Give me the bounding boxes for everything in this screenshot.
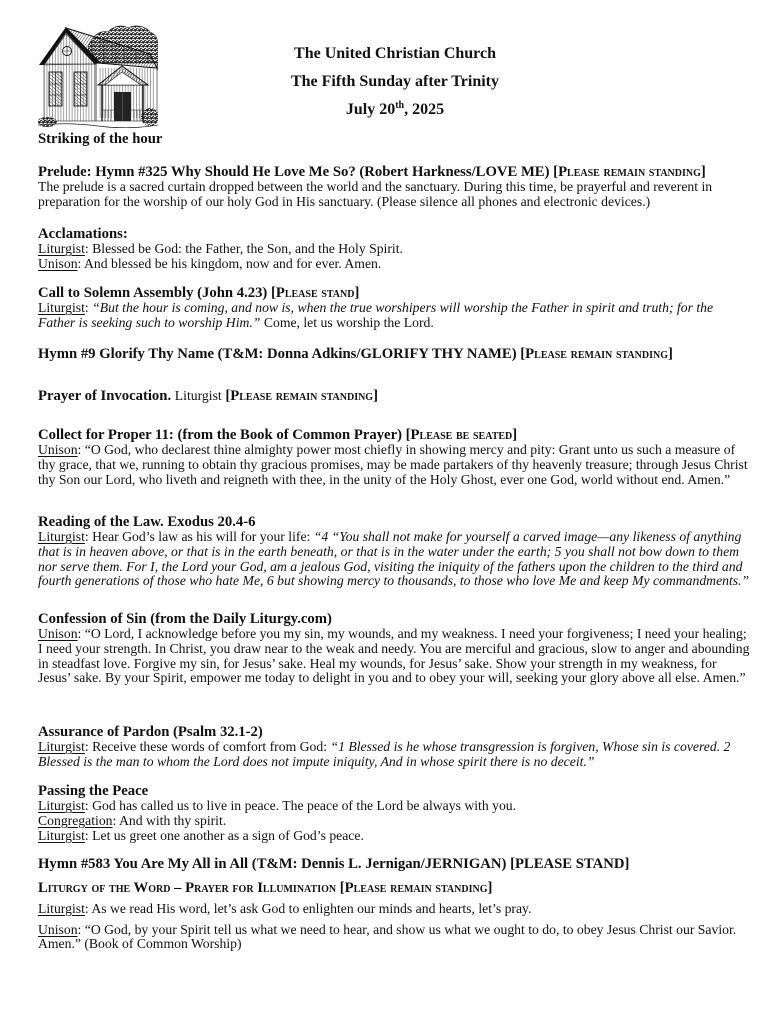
speaker-label: Unison [38,442,78,457]
reading-heading: Reading of the Law. Exodus 20.4-6 [38,514,256,530]
call-to-assembly-instruction: [Please stand] [270,285,360,301]
acclamation-line [38,242,750,257]
church-name: The United Christian Church [294,45,496,62]
speaker-label: Liturgist [38,300,85,315]
illumination-unison-text: : “O God, by your Spirit tell us what we need to hear, and show us what we ought to do, to obey Jesus Christ our Savior. Amen.” (Book of Common Worship) [38,921,737,952]
speaker-label: Liturgist [38,798,85,813]
scripture-quote: “1 Blessed is he whose transgression is forgiven, Whose sin is covered. 2 Blessed is the man to whom the Lord does not impute iniquity, And in whose spirit there is no deceit.” [38,739,731,769]
liturgy-of-word-heading [38,880,750,896]
call-to-assembly-text [38,301,750,331]
striking-heading: Striking of the hour [38,131,163,147]
call-lead: : [84,300,93,315]
peace-text: : Let us greet one another as a sign of God’s peace. [84,827,364,843]
peace-text: : God has called us to live in peace. The peace of the Lord be always with you. [84,798,517,813]
illumination-unison-prayer [38,923,750,953]
acclamations-heading: Acclamations: [38,226,128,242]
church-illustration [38,24,158,128]
confession-prayer [38,627,750,686]
speaker-label: Liturgist [38,241,85,256]
speaker-label: Unison [38,921,78,937]
date-ordinal: th [395,100,405,111]
reading-lead: : Hear God’s law as his will for your life: [84,529,314,544]
illumination-liturgist-line [38,902,750,917]
liturgy-of-word-section [38,880,750,896]
call-to-assembly-title: Call to Solemn Assembly (John 4.23) [38,285,268,301]
speaker-label: Liturgist [38,739,85,754]
scripture-quote: “But the hour is coming, and now is, when the true worshipers will worship the Father in spirit and truth; for the Father is seeking such to worship Him.” [38,300,714,330]
invocation-section [38,388,750,404]
scripture-quote: “4 “You shall not make for yourself a carved image—any likeness of anything that is in heaven above, or that is in the earth beneath, or that is in the water under the earth; 5 you shall not bow down to them nor serve them. For I, the Lord your God, am a jealous God, visiting the iniquity of the fathers upon the children to the third and fourth generations of those who hate Me, 6 but showing mercy to thousands, to those who love Me and keep My commandments.” [38,529,750,589]
call-to-assembly-heading [38,285,750,301]
prelude-description: The prelude is a sacred curtain dropped between the world and the sanctuary. During this time, be prayerful and reverent in preparation for the worship of our holy God in His sanctuary. (Please silence all phones and electronic devices.) [38,179,713,209]
hymn-583-heading [38,856,750,872]
striking-section [38,131,750,147]
acclamation-text: : And blessed be his kingdom, now and for ever. Amen. [77,255,382,271]
hymn-583-instruction: [PLEASE STAND] [510,856,630,872]
speaker-label: Congregation [38,812,113,828]
acclamation-line [38,257,750,272]
confession-heading: Confession of Sin (from the Daily Liturgy.com) [38,611,332,627]
peace-text: : And with thy spirit. [112,812,227,828]
assurance-section [38,724,750,770]
peace-heading: Passing the Peace [38,783,149,799]
peace-line [38,799,750,814]
service-date [245,100,545,120]
peace-line [38,829,750,844]
liturgy-of-word-instruction: [Please remain standing] [339,880,493,896]
prelude-section [38,164,750,210]
service-occasion: The Fifth Sunday after Trinity [290,73,500,90]
reading-section [38,514,750,589]
invocation-leader: Liturgist [174,388,222,403]
speaker-label: Liturgist [38,529,85,544]
prelude-title: Prelude: Hymn #325 Why Should He Love Me So? (Robert Harkness/LOVE ME) [38,164,550,180]
speaker-label: Unison [38,626,78,641]
illumination-liturgist-section [38,902,750,917]
collect-heading [38,427,750,443]
speaker-label: Liturgist [38,827,85,843]
acclamations-section [38,226,750,272]
reading-text [38,530,750,589]
prelude-instruction: [Please remain standing] [553,164,706,180]
collect-section [38,427,750,487]
collect-text: : “O God, who declarest thine almighty power most chiefly in showing mercy and pity: Grant unto us such a measure of thy grace, that we, running to obtain thy gracious promises, may be made partakers of thy heavenly treasure; through Jesus Christ thy Son our Lord, who liveth and reigneth with thee, in the unity of the Holy Ghost, ever one God, world without end. Amen.” [38,442,748,487]
illumination-unison-section [38,923,750,953]
collect-instruction: [Please be seated] [405,427,518,443]
invocation-heading [38,388,750,404]
invocation-instruction: [Please remain standing] [225,388,378,404]
hymn-9-section [38,346,750,362]
peace-section [38,783,750,843]
assurance-text [38,740,750,770]
call-after: Come, let us worship the Lord. [260,314,434,330]
date-main: July 20 [345,101,396,118]
hymn-9-title: Hymn #9 Glorify Thy Name (T&M: Donna Adkins/GLORIFY THY NAME) [38,346,517,362]
assurance-lead: : Receive these words of comfort from God: [84,739,331,754]
hymn-583-section [38,856,750,872]
ground [38,124,158,128]
acclamation-text: : Blessed be God: the Father, the Son, and the Holy Spirit. [84,241,403,256]
hymn-9-instruction: [Please remain standing] [520,346,673,362]
confession-section [38,611,750,686]
peace-line [38,814,750,829]
illumination-liturgist-text: : As we read His word, let’s ask God to enlighten our minds and hearts, let’s pray. [84,900,532,916]
collect-title: Collect for Proper 11: (from the Book of Common Prayer) [38,427,402,443]
date-year: , 2025 [404,101,445,118]
confession-text: : “O Lord, I acknowledge before you my sin, my wounds, and my weakness. I need your forgiveness; I need your healing; I need your strength. In Christ, you draw near to the weak and needy. You are merciful and gracious, slow to anger and abounding in steadfast love. Forgive my sin, for Jesus’ sake. Heal my wounds, for Jesus’ sake. Show your strength in my weakness, for Jesus’ sake. By your Spirit, empower me today to delight in you and to obey your will, seeking your glory above all else. Amen.” [38,626,750,686]
assurance-heading: Assurance of Pardon (Psalm 32.1-2) [38,724,263,740]
hymn-9-heading [38,346,750,362]
speaker-label: Unison [38,255,78,271]
speaker-label: Liturgist [38,900,85,916]
liturgy-of-word-title: Liturgy of the Word – Prayer for Illumination [38,880,337,896]
collect-prayer [38,443,750,487]
hymn-583-title: Hymn #583 You Are My All in All (T&M: Dennis L. Jernigan/JERNIGAN) [38,856,507,872]
prelude-heading [38,164,750,180]
invocation-title: Prayer of Invocation. [38,388,172,404]
call-to-assembly-section [38,285,750,331]
